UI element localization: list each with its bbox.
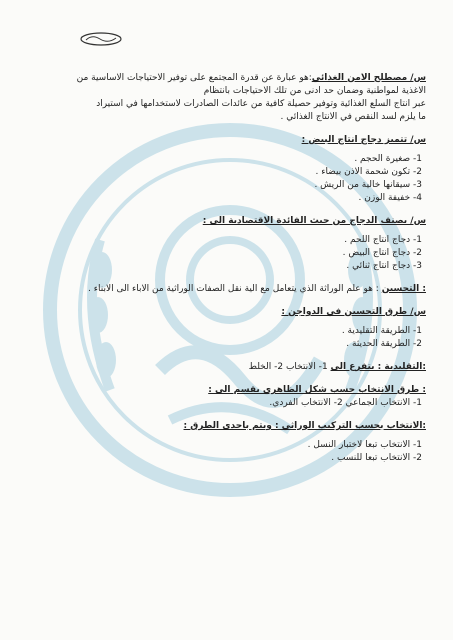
list-item: 3- سيقانها خالية من الريش . [314,180,422,190]
hand-drawn-mark-icon [78,30,124,48]
question-heading: س/ مصطلح الامن الغذائي [311,73,426,83]
section-text: 1- الانتخاب الجماعي 2- الانتخاب الفردي. [269,398,422,408]
list-item: 2- الطريقة الحديثة . [346,339,422,349]
traditional-method [34,361,426,374]
list-item: 1- دجاج انتاج اللحم . [344,235,422,245]
question-heading: س/ يصنف الدجاج من حيث الفائدة الاقتصادية الى : [202,216,426,226]
section-heading: :التقليدية : يتفرع الى [330,362,426,372]
paragraph-text: :هو عبارة عن قدرة المجتمع على توفير الاحتياجات الاساسية من [76,73,312,83]
list-item: 2- الانتخاب تبعا للنسب . [331,453,422,463]
list-item: 1- الانتخاب تبعا لاختبار النسل . [307,440,422,450]
list-item: 1- الطريقة التقليدية . [341,326,422,336]
section-heading: :الانتخاب بحسب التركيب الوراثي : ويتم باحدى الطرق : [183,421,426,431]
paragraph-line: عبر انتاج السلع الغذائية وتوفير حصيلة كافية من عائدات الصادرات لاستخدامها في استيراد [96,99,426,109]
definition-text: : هو علم الوراثة الذي يتعامل مع الية نقل الصفات الوراثية من الاباء الى الابناء . [88,284,379,294]
question-heading: س/ تتميز دجاج انتاج البيض : [301,135,426,145]
list-item: 4- خفيفة الوزن . [358,193,422,203]
section-text: 1- الانتخاب 2- الخلط [248,362,328,372]
list-item: 1- صغيرة الحجم . [354,154,422,164]
document-body [34,72,426,465]
list-item: 2- تكون شحمة الاذن بيضاء . [315,167,422,177]
paragraph-line: الاغذية لمواطنية وضمان حد ادنى من تلك الاحتياجات بانتظام [203,86,426,96]
section-heading: : طرق الانتخاب حسب شكل الظاهري يقسم الى : [208,385,426,395]
list-item: 2- دجاج انتاج البيض . [342,248,422,258]
list-item: 3- دجاج انتاج ثنائي . [346,261,422,271]
definition-term: : التحسين [381,284,426,294]
question-heading: س/ طرق التحسين في الدواجن : [281,307,426,317]
paragraph-line: ما يلزم لسد النقص في الانتاج الغذائي . [280,112,426,122]
paragraph-food-security [34,72,426,85]
definition-improvement [34,283,426,296]
